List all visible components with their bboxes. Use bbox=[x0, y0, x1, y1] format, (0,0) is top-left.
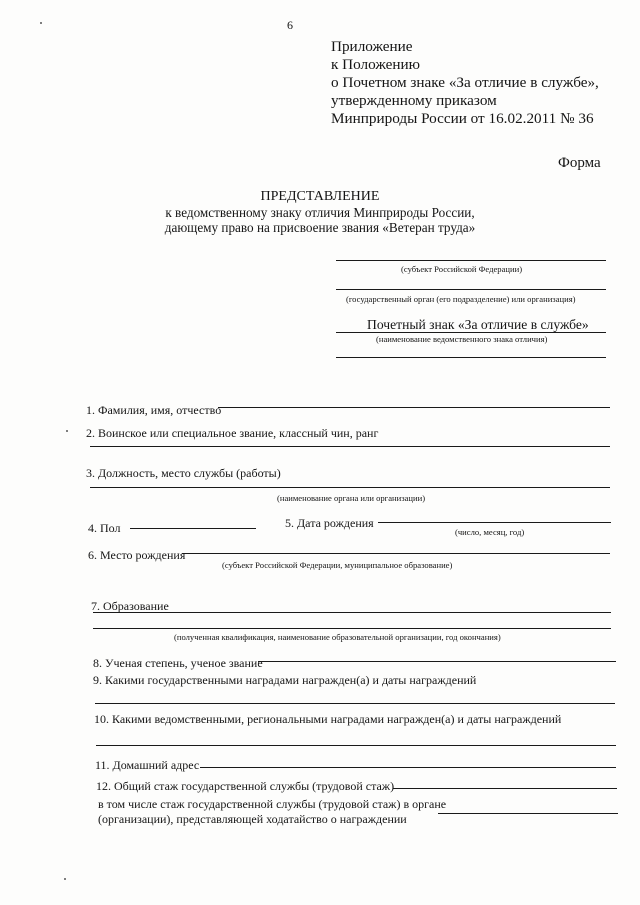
badge-value: Почетный знак «За отличие в службе» bbox=[367, 317, 589, 332]
appendix-line-3: о Почетном знаке «За отличие в службе», bbox=[331, 74, 599, 91]
scan-speck bbox=[66, 430, 68, 432]
field-1-line bbox=[218, 407, 610, 408]
subject-line bbox=[336, 260, 606, 261]
field-6-line bbox=[182, 553, 610, 554]
field-12-sub-2: (организации), представляющей ходатайство о награждении bbox=[98, 812, 407, 826]
appendix-line-2: к Положению bbox=[331, 56, 420, 73]
organ-line bbox=[336, 289, 606, 290]
subject-caption: (субъект Российской Федерации) bbox=[401, 264, 523, 274]
organ-caption: (государственный орган (его подразделение) или организация) bbox=[346, 294, 576, 304]
field-8-line bbox=[258, 661, 616, 662]
field-11-label: 11. Домашний адрес bbox=[95, 758, 200, 772]
field-7-line-2 bbox=[93, 628, 611, 629]
appendix-line-1: Приложение bbox=[331, 38, 413, 55]
field-2-label: 2. Воинское или специальное звание, классный чин, ранг bbox=[86, 426, 379, 440]
field-12-label: 12. Общий стаж государственной службы (трудовой стаж) bbox=[96, 779, 395, 793]
field-12-line bbox=[393, 788, 617, 789]
form-label: Форма bbox=[558, 155, 601, 171]
field-3-line bbox=[90, 487, 610, 488]
field-11-line bbox=[200, 767, 616, 768]
field-1-label: 1. Фамилия, имя, отчество bbox=[86, 403, 222, 417]
field-7-line-1 bbox=[93, 612, 611, 613]
field-3-caption: (наименование органа или организации) bbox=[277, 493, 426, 503]
title-line-3: дающему право на присвоение звания «Ветеран труда» bbox=[164, 220, 476, 235]
field-7-label: 7. Образование bbox=[91, 599, 169, 613]
scan-speck bbox=[64, 878, 66, 880]
field-7-caption: (полученная квалификация, наименование образовательной организации, год окончания) bbox=[174, 632, 501, 642]
field-2-line bbox=[90, 446, 610, 447]
field-5-line bbox=[378, 522, 611, 523]
field-6-caption: (субъект Российской Федерации, муниципальное образование) bbox=[222, 560, 453, 570]
field-10-line bbox=[96, 745, 616, 746]
extra-line bbox=[336, 357, 606, 358]
appendix-line-5: Минприроды России от 16.02.2011 № 36 bbox=[331, 110, 594, 127]
field-12-sub-line bbox=[438, 813, 618, 814]
page-number: 6 bbox=[287, 18, 293, 32]
field-5-caption: (число, месяц, год) bbox=[455, 527, 525, 537]
field-5-label: 5. Дата рождения bbox=[285, 516, 374, 530]
field-3-label: 3. Должность, место службы (работы) bbox=[86, 466, 281, 480]
field-4-line bbox=[130, 528, 256, 529]
scan-speck bbox=[40, 22, 42, 24]
field-9-line bbox=[95, 703, 615, 704]
appendix-line-4: утвержденному приказом bbox=[331, 92, 497, 109]
field-8-label: 8. Ученая степень, ученое звание bbox=[93, 656, 263, 670]
field-10-label: 10. Какими ведомственными, региональными наградами награжден(а) и даты награждений bbox=[94, 712, 562, 726]
field-6-label: 6. Место рождения bbox=[88, 548, 186, 562]
badge-line bbox=[336, 332, 606, 333]
document-title: ПРЕДСТАВЛЕНИЕ bbox=[260, 189, 380, 204]
title-line-2: к ведомственному знаку отличия Минприроды России, bbox=[165, 205, 475, 220]
field-12-sub-1: в том числе стаж государственной службы (трудовой стаж) в органе bbox=[98, 797, 447, 811]
field-4-label: 4. Пол bbox=[88, 521, 121, 535]
badge-caption: (наименование ведомственного знака отличия) bbox=[376, 334, 548, 344]
field-9-label: 9. Какими государственными наградами награжден(а) и даты награждений bbox=[93, 673, 477, 687]
